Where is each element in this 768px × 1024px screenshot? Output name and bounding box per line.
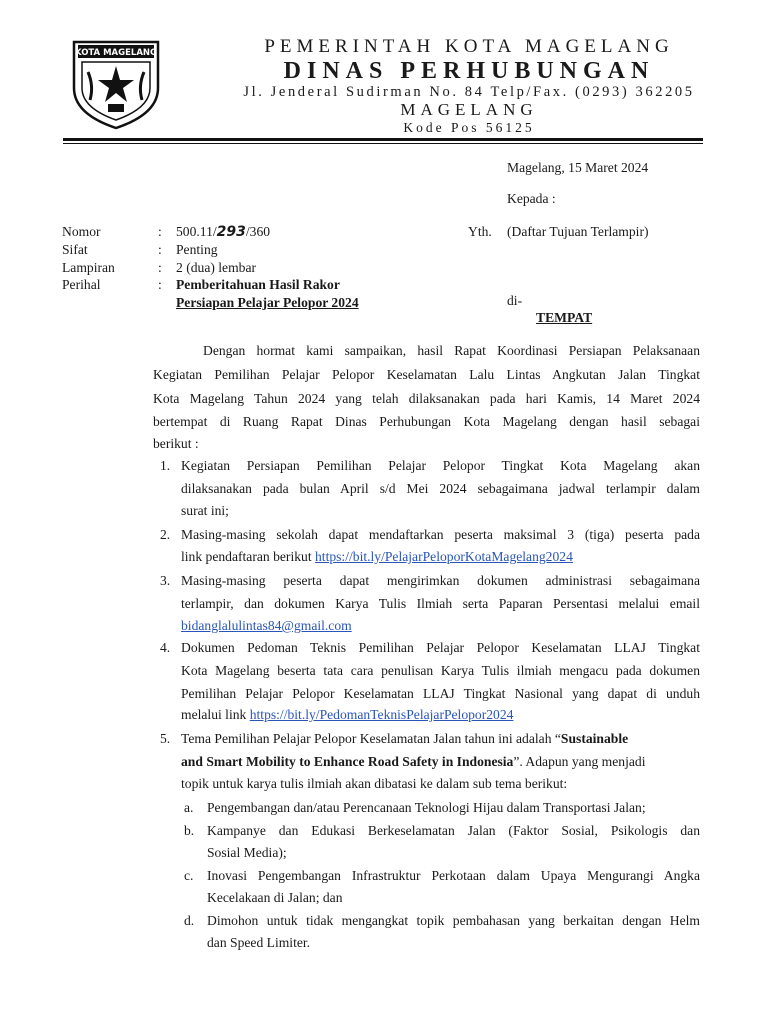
item-4-line-4 (181, 707, 513, 723)
kepada-label: Kepada : (507, 191, 556, 206)
item-4-line-3: Pemilihan Pelajar Pelopor Keselamatan LLAJ Tingkat Nasional yang dapat di unduh (181, 686, 700, 701)
letterhead-agency: DINAS PERHUBUNGAN (283, 58, 655, 84)
intro-line-1: Dengan hormat kami sampaikan, hasil Rapat Koordinasi Persiapan Pelaksanaan (203, 343, 700, 358)
item-3-number: 3. (160, 573, 171, 588)
subitem-a-letter: a. (184, 800, 194, 815)
city-emblem-logo (68, 36, 164, 132)
sifat-value: Penting (176, 242, 218, 257)
letterhead-divider-thin (63, 143, 703, 144)
theme-part-1: Sustainable (560, 731, 629, 746)
item-3-line-1: Masing-masing peserta dapat mengirimkan dokumen administrasi sebagaimana (181, 573, 700, 588)
tempat-label: TEMPAT (536, 310, 593, 325)
subitem-d-letter: d. (184, 913, 195, 928)
subitem-a-line-1: Pengembangan dan/atau Perencanaan Teknologi Hijau dalam Transportasi Jalan; (207, 800, 646, 815)
item-2-text: link pendaftaran berikut (181, 549, 315, 564)
item-5-line-1 (181, 731, 628, 747)
item-4-line-1: Dokumen Pedoman Teknis Pemilihan Pelajar Pelopor Keselamatan LLAJ Tingkat (181, 640, 700, 655)
subitem-b-line-1: Kampanye dan Edukasi Berkeselamatan Jalan (Faktor Sosial, Psikologis dan (207, 823, 700, 838)
item-4-line-2: Kota Magelang beserta tata cara penulisan Karya Tulis ilmiah mengacu pada dokumen (181, 663, 700, 678)
intro-line-2: Kegiatan Pemilihan Pelajar Pelopor Keselamatan Lalu Lintas Angkutan Jalan Tingkat (153, 367, 700, 382)
item-1-number: 1. (160, 458, 171, 473)
item-5-text: Tema Pemilihan Pelajar Pelopor Keselamatan Jalan tahun ini adalah “ (181, 731, 561, 746)
svg-text:KOTA MAGELANG: KOTA MAGELANG (74, 48, 158, 58)
subitem-b-letter: b. (184, 823, 195, 838)
nomor-colon: : (158, 224, 162, 239)
item-1-line-2: dilaksanakan pada bulan April s/d Mei 2024 sebagaimana jadwal terlampir dalam (181, 481, 700, 496)
letterhead-divider-thick (63, 138, 703, 141)
sifat-label: Sifat (62, 242, 88, 257)
item-2-line-1: Masing-masing sekolah dapat mendaftarkan peserta maksimal 3 (tiga) peserta pada (181, 527, 700, 542)
letterhead-postal-code: Kode Pos 56125 (403, 120, 535, 135)
item-5-number: 5. (160, 731, 171, 746)
nomor-suffix: /360 (245, 224, 271, 239)
nomor-prefix: 500.11/ (176, 224, 217, 239)
subitem-c-line-2: Kecelakaan di Jalan; dan (207, 890, 343, 905)
item-4-number: 4. (160, 640, 171, 655)
yth-label: Yth. (468, 224, 492, 239)
registration-link[interactable]: https://bit.ly/PelajarPeloporKotaMagelang2024 (315, 549, 573, 564)
item-5-line-2 (181, 754, 645, 770)
nomor-label: Nomor (62, 224, 101, 239)
letter-date: Magelang, 15 Maret 2024 (507, 160, 649, 175)
email-link[interactable]: bidanglalulintas84@gmail.com (181, 618, 352, 633)
letterhead-city: MAGELANG (400, 100, 538, 119)
item-4-text: melalui link (181, 707, 250, 722)
subitem-c-line-1: Inovasi Pengembangan Infrastruktur Perkotaan dalam Upaya Mengurangi Angka (207, 868, 700, 883)
perihal-line2: Persiapan Pelajar Pelopor 2024 (176, 295, 359, 310)
item-3-line-2: terlampir, dan dokumen Karya Tulis Ilmiah serta Paparan Persentasi melalui email (181, 596, 700, 611)
intro-line-5: berikut : (153, 436, 199, 451)
nomor-handwritten: 293 (216, 224, 246, 240)
letterhead-address: Jl. Jenderal Sudirman No. 84 Telp/Fax. (0293) 362205 (243, 84, 695, 100)
sifat-colon: : (158, 242, 162, 257)
subitem-d-line-2: dan Speed Limiter. (207, 935, 311, 950)
lampiran-value: 2 (dua) lembar (176, 260, 257, 275)
lampiran-colon: : (158, 260, 162, 275)
item-1-line-3: surat ini; (181, 503, 229, 518)
subitem-d-line-1: Dimohon untuk tidak mengangkat topik pembahasan yang berkaitan dengan Helm (207, 913, 700, 928)
nomor-value (176, 224, 270, 240)
perihal-line1: Pemberitahuan Hasil Rakor (176, 277, 340, 292)
item-2-line-2 (181, 549, 573, 565)
perihal-label: Perihal (62, 277, 101, 292)
lampiran-label: Lampiran (62, 260, 115, 275)
subitem-c-letter: c. (184, 868, 194, 883)
di-label: di- (507, 293, 523, 308)
guideline-link[interactable]: https://bit.ly/PedomanTeknisPelajarPelopor2024 (249, 707, 514, 722)
item-3-line-3 (181, 618, 352, 634)
letterhead-government: PEMERINTAH KOTA MAGELANG (264, 36, 674, 57)
subitem-b-line-2: Sosial Media); (207, 845, 287, 860)
perihal-colon: : (158, 277, 162, 292)
intro-line-4: bertempat di Ruang Rapat Dinas Perhubungan Kota Magelang dengan hasil sebagai (153, 414, 700, 429)
item-5-text-2: ”. Adapun yang menjadi (513, 754, 646, 769)
theme-part-2: and Smart Mobility to Enhance Road Safety in Indonesia (181, 754, 514, 769)
intro-line-3: Kota Magelang Tahun 2024 yang telah dilaksanakan pada hari Kamis, 14 Maret 2024 (153, 391, 700, 406)
item-2-number: 2. (160, 527, 171, 542)
recipient: (Daftar Tujuan Terlampir) (507, 224, 649, 239)
item-1-line-1: Kegiatan Persiapan Pemilihan Pelajar Pelopor Tingkat Kota Magelang akan (181, 458, 700, 473)
item-5-line-3: topik untuk karya tulis ilmiah akan dibatasi ke dalam sub tema berikut: (181, 776, 568, 791)
